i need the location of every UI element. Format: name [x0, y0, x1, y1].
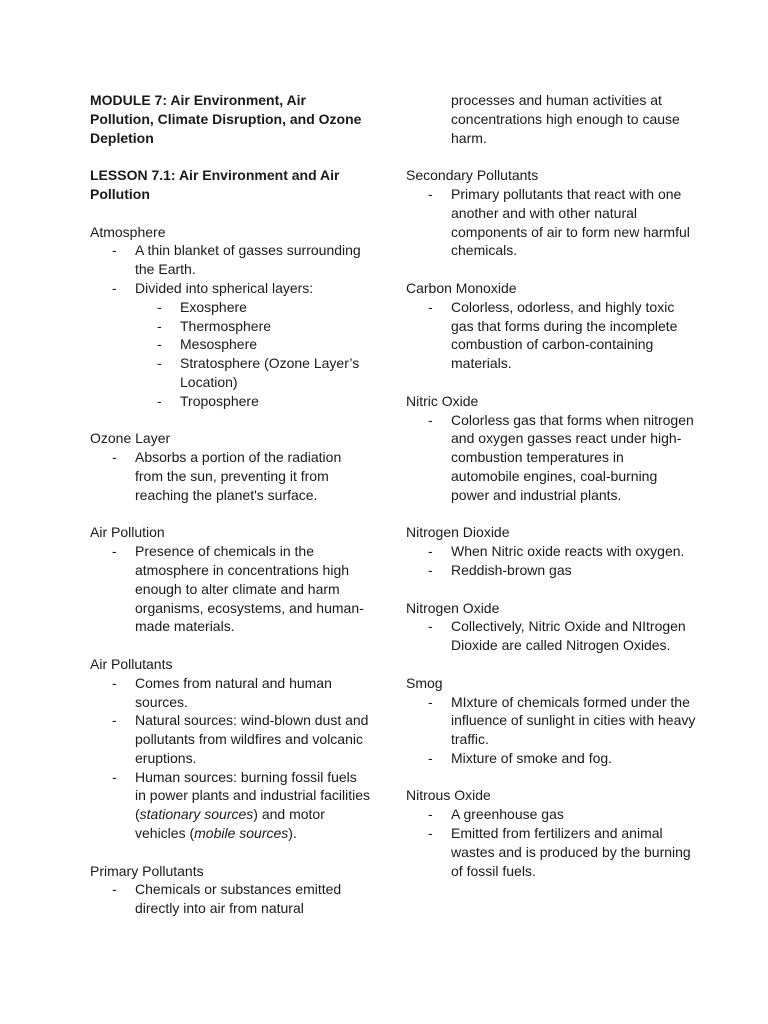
bullet-item	[90, 279, 370, 411]
bullet-list	[90, 448, 370, 504]
dash-marker: -	[428, 298, 433, 315]
section-title-nitric-oxide: Nitric Oxide	[406, 392, 479, 409]
dash-marker: -	[428, 618, 433, 635]
bullet-text: Presence of chemicals in the atmosphere in concentrations high enough to alter climate and harm organisms, ecosystems, and human-made materials.	[135, 543, 364, 635]
emphasis-text: stationary sources	[139, 806, 254, 823]
section-air-pollutants	[90, 655, 370, 843]
bullet-text: Primary pollutants that react with one another and with other natural components of air to form new harmful chemicals.	[451, 185, 690, 259]
text-fragment: ).	[288, 825, 297, 842]
sub-bullet-item	[135, 335, 370, 354]
section-air-pollution	[90, 523, 370, 636]
dash-marker: -	[112, 881, 117, 898]
section-title-air-pollution: Air Pollution	[90, 524, 165, 541]
dash-marker: -	[112, 674, 117, 691]
sub-bullet-list	[135, 298, 370, 411]
section-title-ozone-layer: Ozone Layer	[90, 430, 171, 447]
bullet-text: MIxture of chemicals formed under the influence of sunlight in cities with heavy traffic.	[451, 693, 696, 748]
bullet-item	[90, 448, 370, 504]
bullet-item	[406, 185, 696, 260]
sub-bullet-item	[135, 392, 370, 411]
bullet-list	[406, 411, 696, 505]
layer-name: Mesosphere	[180, 336, 258, 353]
section-carbon-monoxide	[406, 279, 696, 373]
bullet-item	[90, 880, 370, 918]
bullet-text: A thin blanket of gasses surrounding the Earth.	[135, 242, 361, 278]
dash-marker: -	[428, 185, 433, 202]
dash-marker: -	[112, 279, 117, 296]
text-fragment: Human sources: burning fossil fuels in power plants and industrial facilities (	[135, 768, 371, 823]
dash-marker: -	[157, 317, 162, 334]
bullet-text: Divided into spherical layers:	[135, 279, 314, 296]
bullet-item	[90, 674, 370, 712]
dash-marker: -	[112, 768, 117, 785]
right-column	[406, 91, 696, 899]
section-primary-pollutants	[90, 862, 370, 918]
bullet-list	[90, 241, 370, 410]
section-ozone-layer	[90, 429, 370, 504]
dash-marker: -	[112, 543, 117, 560]
layer-name: Stratosphere (Ozone Layer’s Location)	[180, 355, 360, 390]
bullet-text: Natural sources: wind-blown dust and pollutants from wildfires and volcanic eruptions.	[135, 712, 369, 766]
dash-marker: -	[428, 825, 433, 842]
bullet-item	[406, 805, 696, 824]
bullet-item	[406, 542, 696, 561]
bullet-text: When Nitric oxide reacts with oxygen.	[451, 543, 685, 560]
bullet-item	[406, 561, 696, 580]
section-title-nitrogen-dioxide: Nitrogen Dioxide	[406, 524, 510, 541]
bullet-text	[135, 769, 370, 841]
section-title-carbon-monoxide: Carbon Monoxide	[406, 279, 517, 296]
dash-marker: -	[428, 543, 433, 560]
section-title-atmosphere: Atmosphere	[90, 223, 166, 240]
sub-bullet-item	[135, 298, 370, 317]
section-title-smog: Smog	[406, 674, 443, 691]
bullet-text: Comes from natural and human sources.	[135, 674, 332, 710]
module-title: MODULE 7: Air Environment, Air Pollution, Climate Disruption, and Ozone Depletion	[90, 92, 362, 146]
section-title-primary-pollutants: Primary Pollutants	[90, 862, 204, 879]
dash-marker: -	[112, 449, 117, 466]
bullet-list	[90, 674, 370, 843]
section-nitric-oxide	[406, 392, 696, 505]
bullet-text: Colorless, odorless, and highly toxic gas that forms during the incomplete combustion of carbon-containing materials.	[451, 298, 678, 372]
bullet-item	[406, 824, 696, 880]
left-column	[90, 91, 370, 937]
section-primary-continued	[406, 91, 696, 147]
bullet-item	[90, 711, 370, 767]
sub-bullet-item	[135, 317, 370, 336]
lesson-title: LESSON 7.1: Air Environment and Air Pollution	[90, 167, 340, 202]
bullet-text: A greenhouse gas	[451, 806, 564, 823]
bullet-text: Mixture of smoke and fog.	[451, 749, 613, 766]
layer-name: Exosphere	[180, 298, 247, 315]
bullet-list	[90, 880, 370, 918]
section-title-air-pollutants: Air Pollutants	[90, 655, 173, 672]
bullet-list	[406, 542, 696, 580]
bullet-item	[406, 298, 696, 373]
bullet-list	[406, 617, 696, 655]
section-nitrous-oxide	[406, 786, 696, 880]
bullet-text: Emitted from fertilizers and animal wastes and is produced by the burning of fossil fuels.	[451, 825, 691, 879]
bullet-list	[406, 185, 696, 260]
bullet-item	[90, 542, 370, 636]
dash-marker: -	[428, 561, 433, 578]
section-nitrogen-dioxide	[406, 523, 696, 579]
layer-name: Troposphere	[180, 392, 259, 409]
bullet-continuation: processes and human activities at concentrations high enough to cause harm.	[451, 92, 680, 146]
bullet-text: Colorless gas that forms when nitrogen and oxygen gasses react under high-combustion temperatures in automobile engines, coal-burning power and industrial plants.	[451, 411, 694, 503]
bullet-item	[406, 693, 696, 749]
section-nitrogen-oxide	[406, 599, 696, 655]
dash-marker: -	[112, 712, 117, 729]
dash-marker: -	[112, 242, 117, 259]
dash-marker: -	[428, 749, 433, 766]
bullet-list	[406, 693, 696, 768]
bullet-item	[406, 617, 696, 655]
dash-marker: -	[157, 355, 162, 372]
section-title-nitrous-oxide: Nitrous Oxide	[406, 787, 491, 804]
bullet-text: Collectively, Nitric Oxide and NItrogen Dioxide are called Nitrogen Oxides.	[451, 618, 686, 654]
section-title-nitrogen-oxide: Nitrogen Oxide	[406, 599, 500, 616]
bullet-item	[406, 749, 696, 768]
text-fragment: ) and motor vehicles (	[135, 806, 325, 842]
dash-marker: -	[428, 806, 433, 823]
bullet-item	[90, 241, 370, 279]
bullet-list	[90, 542, 370, 636]
bullet-text: Reddish-brown gas	[451, 561, 572, 578]
dash-marker: -	[428, 411, 433, 428]
dash-marker: -	[157, 298, 162, 315]
bullet-item	[406, 411, 696, 505]
section-secondary-pollutants	[406, 166, 696, 260]
bullet-list	[406, 298, 696, 373]
section-atmosphere	[90, 223, 370, 411]
layer-name: Thermosphere	[180, 317, 272, 334]
dash-marker: -	[428, 693, 433, 710]
bullet-item	[90, 768, 370, 843]
emphasis-text: mobile sources	[194, 825, 289, 842]
sub-bullet-item	[135, 354, 370, 392]
section-smog	[406, 674, 696, 768]
dash-marker: -	[157, 392, 162, 409]
section-title-secondary-pollutants: Secondary Pollutants	[406, 167, 539, 184]
bullet-list	[406, 805, 696, 880]
bullet-text: Absorbs a portion of the radiation from the sun, preventing it from reaching the planet's surface.	[135, 449, 342, 503]
bullet-text: Chemicals or substances emitted directly into air from natural	[135, 881, 342, 917]
dash-marker: -	[157, 336, 162, 353]
